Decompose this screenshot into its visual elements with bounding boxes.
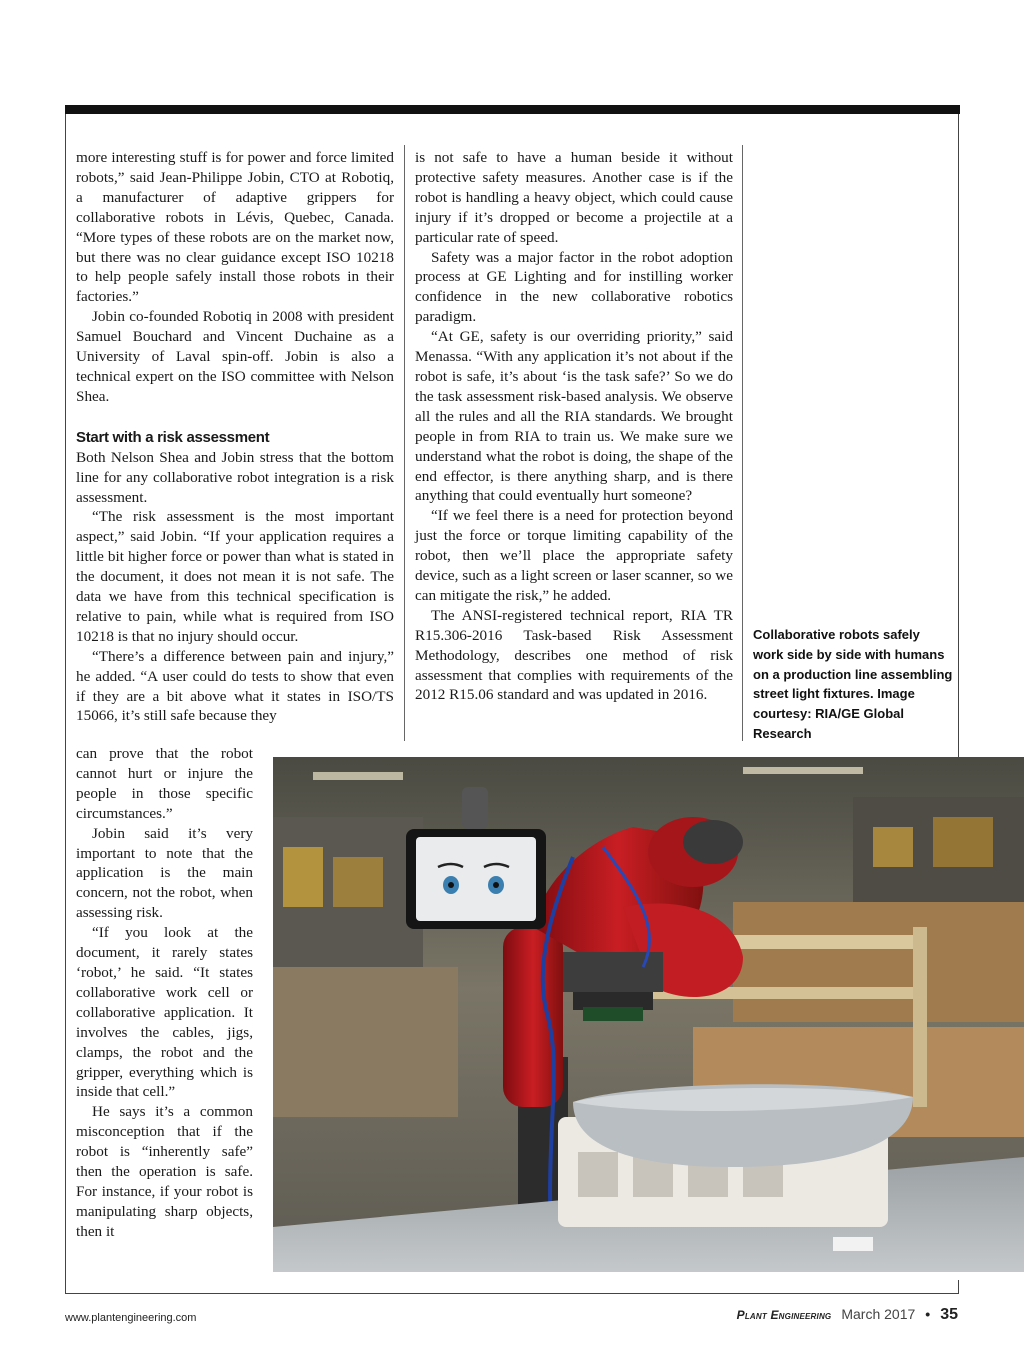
paragraph: Safety was a major factor in the robot adoption process at GE Lighting and for instilling worker confidence in the new collaborative robotics paradigm. — [415, 248, 733, 326]
paragraph: Both Nelson Shea and Jobin stress that the bottom line for any collaborative robot integration is a risk assessment. — [76, 448, 394, 506]
paragraph: “There’s a difference between pain and injury,” he added. “A user could do tests to show that even if they are a bit above what it states in ISO/TS 15066, it’s still safe because they — [76, 647, 394, 725]
frame-bottom-rule — [65, 1293, 959, 1294]
column-divider — [404, 145, 405, 741]
paragraph: “If you look at the document, it rarely states ‘robot,’ he said. “It states collaborative work cell or collaborative application. It involves the cables, jigs, clamps, the robot and the gripper, everything which is inside that cell.” — [76, 924, 253, 1101]
paragraph: can prove that the robot cannot hurt or injure the people in those specific circumstances.” — [76, 745, 253, 822]
article-column-1 — [76, 148, 394, 726]
paragraph: “If we feel there is a need for protection beyond just the force or torque limiting capability of the robot, then we’ll place the appropriate safety device, such as a light screen or laser scanner, so we can mitigate the risk,” he added. — [415, 507, 733, 604]
robot-photo — [273, 757, 1024, 1272]
page-number: 35 — [940, 1306, 958, 1323]
paragraph: Jobin co-founded Robotiq in 2008 with president Samuel Bouchard and Vincent Duchaine as a University of Laval spin-off. Jobin is also a technical expert on the ISO committee with Nelson Shea. — [76, 308, 394, 405]
footer-separator: • — [925, 1306, 931, 1322]
collaborative-robot-image — [273, 757, 1024, 1272]
section-heading: Start with a risk assessment — [76, 428, 270, 446]
column-divider-right — [742, 145, 743, 741]
paragraph: “At GE, safety is our overriding priority,” said Menassa. “With any application it’s not about if the robot is safe, it’s about ‘is the task safe?’ So we do the task assessment risk-based analysis. We observe all the rules and all the RIA standards. We brought people in from RIA to train us. We make sure we understand what the robot is doing, the shape of the end effector, is there anything sharp, and is there anything that could eventually hurt someone? — [415, 328, 733, 505]
publication-name: Plant Engineering — [736, 1308, 832, 1322]
article-column-1-narrow — [76, 744, 253, 1242]
footer-folio — [737, 1306, 958, 1324]
paragraph: “The risk assessment is the most important aspect,” said Jobin. “If your application requires a little bit higher force or power than what is stated in the document, it does not mean it is not safe. The data we have from this technical specification is relative to pain, while what is required from ISO 10218 is that no injury should occur. — [76, 508, 394, 645]
frame-right-rule — [958, 114, 959, 758]
frame-left-rule — [65, 114, 66, 1294]
paragraph: more interesting stuff is for power and force limited robots,” said Jean-Philippe Jobin, CTO at Robotiq, a manufacturer of adaptive grippers for collaborative robots in Lévis, Quebec, Canada. “More types of these robots are on the market now, but there was no clear guidance except ISO 10218 to help people safely install those robots in their factories.” — [76, 149, 394, 306]
paragraph: He says it’s a common misconception that if the robot is “inherently safe” then the operation is safe. For instance, if your robot is manipulating sharp objects, then it — [76, 1103, 253, 1240]
paragraph: is not safe to have a human beside it without protective safety measures. Another case is if the robot is handling a heavy object, which could cause injury if it’s dropped or become a projectile at a particular rate of speed. — [415, 149, 733, 246]
photo-caption: Collaborative robots safely work side by side with humans on a production line assembling street light fixtures. Image courtesy: RIA/GE Global Research — [753, 627, 953, 741]
top-rule — [65, 105, 960, 114]
footer-url: www.plantengineering.com — [65, 1312, 197, 1324]
article-column-2 — [415, 148, 733, 705]
issue-date: March 2017 — [841, 1306, 916, 1322]
frame-right-rule-lower — [958, 1280, 959, 1294]
paragraph: The ANSI-registered technical report, RIA TR R15.306-2016 Task-based Risk Assessment Methodology, describes one method of risk assessment that complies with requirements of the 2012 R15.06 standard and was updated in 2016. — [415, 606, 733, 704]
paragraph: Jobin said it’s very important to note that the application is the main concern, not the robot, when assessing risk. — [76, 824, 253, 922]
